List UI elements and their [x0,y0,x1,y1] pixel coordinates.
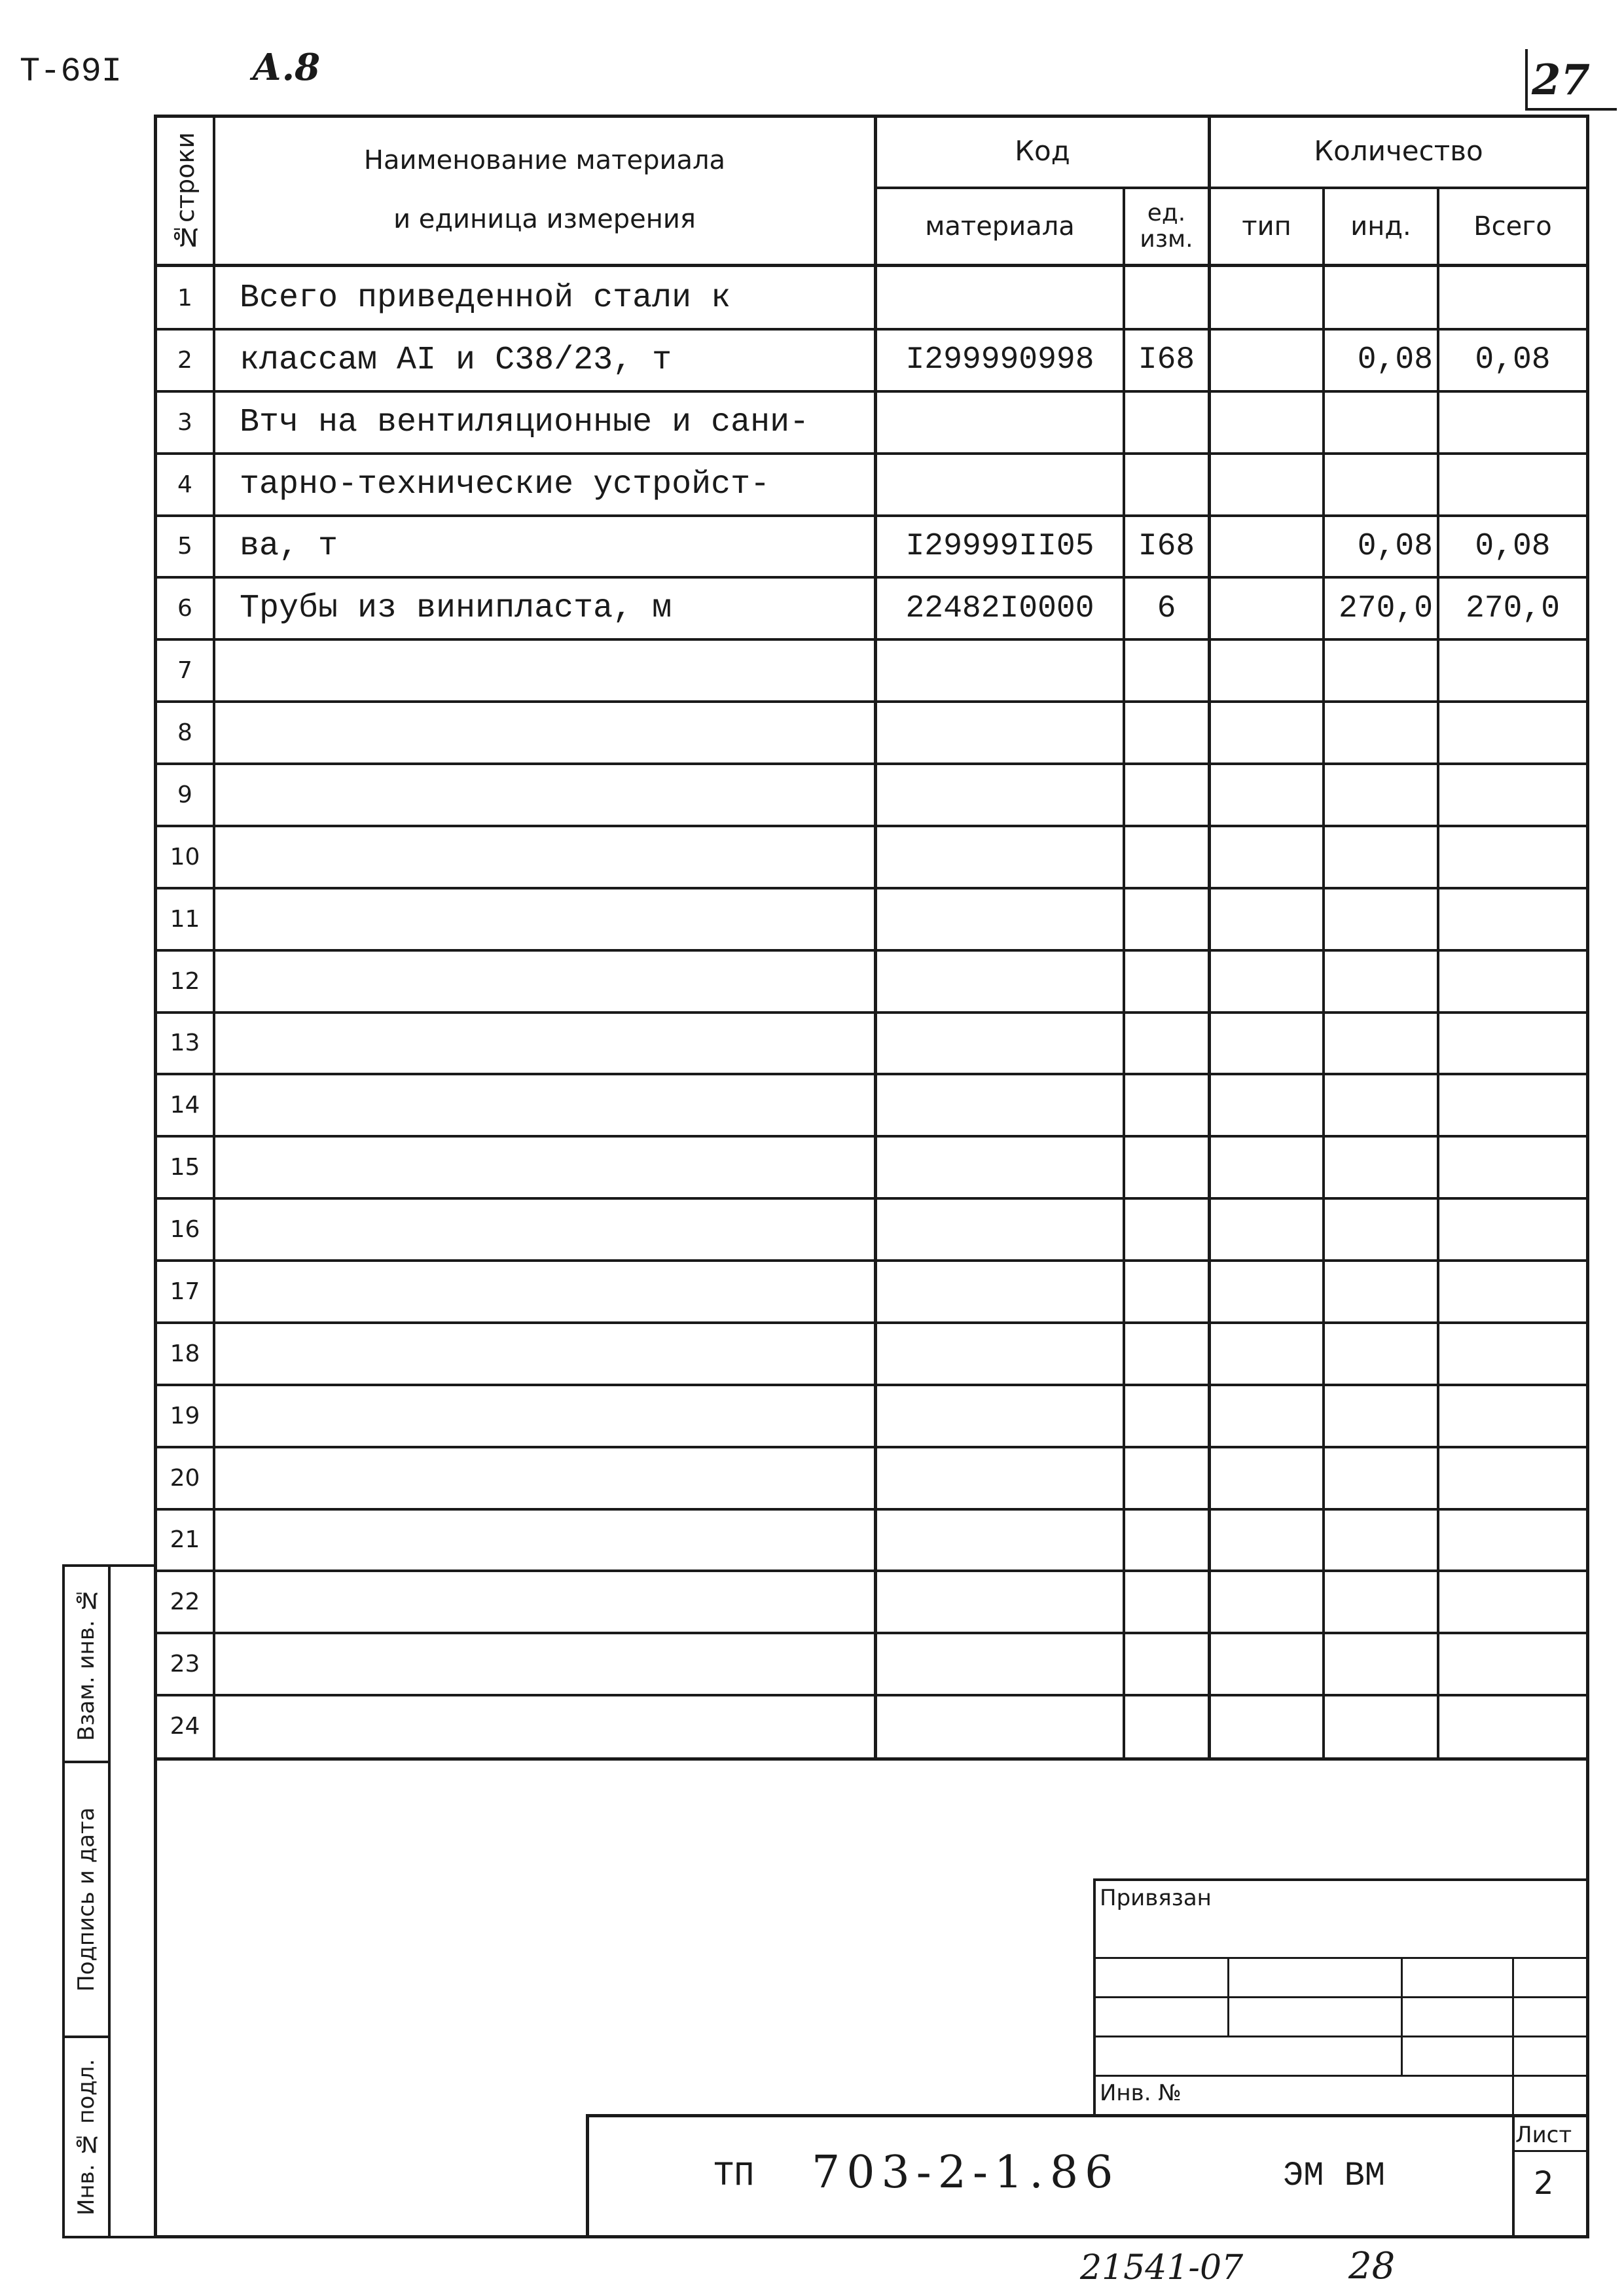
row-number: 17 [170,1278,200,1305]
qty-total [1439,1571,1586,1633]
table-row [154,454,1589,516]
qty-type [1211,577,1322,639]
project-prefix: ТП [713,2157,755,2195]
archive-number: 21541-07 [1080,2248,1244,2287]
unit-code: 6 [1157,590,1176,626]
table-row [154,1509,1589,1571]
material-name [236,1571,874,1633]
qty-ind [1325,1074,1437,1136]
qty-ind [1325,1385,1437,1447]
qty-type [1211,1509,1322,1571]
qty-ind [1325,1633,1437,1695]
list-value: 2 [1534,2165,1554,2202]
row-number: 8 [177,719,192,747]
col-name-header [215,128,874,252]
qty-ind [1325,764,1437,826]
material-code [877,888,1123,950]
material-code [877,454,1123,516]
series-code: Т-69I [20,52,122,91]
qty-ind [1325,639,1437,702]
material-code [877,1571,1123,1633]
qty-type [1211,1695,1322,1757]
table-row [154,1385,1589,1447]
qty-ind: 0,08 [1357,342,1433,378]
qty-total: 0,08 [1475,528,1551,564]
materials-table [154,115,1589,1761]
qty-total [1439,1385,1586,1447]
material-code [877,267,1123,329]
qty-total [1439,764,1586,826]
qty-total [1439,267,1586,329]
qty-total [1439,1198,1586,1261]
table-row [154,826,1589,888]
qty-ind: 270,0 [1338,590,1433,626]
qty-type [1211,1074,1322,1136]
qty-ind [1325,888,1437,950]
table-row [154,1198,1589,1261]
qty-ind [1325,454,1437,516]
unit-code [1125,1695,1208,1757]
row-number: 11 [170,905,200,933]
material-name [236,1509,874,1571]
list-label: Лист [1515,2122,1572,2148]
unit-code [1125,391,1208,454]
material-name [236,1013,874,1075]
row-number: 20 [170,1464,200,1492]
qty-type [1211,639,1322,702]
material-name [236,1447,874,1509]
qty-type [1211,329,1322,391]
material-name [236,1323,874,1385]
unit-code [1125,639,1208,702]
qty-type [1211,1013,1322,1075]
qty-ind [1325,702,1437,764]
material-code [877,950,1123,1013]
unit-code [1125,888,1208,950]
material-name [236,950,874,1013]
qty-total [1439,1695,1586,1757]
qty-type [1211,1385,1322,1447]
material-code [877,1198,1123,1261]
table-row [154,1571,1589,1633]
row-number: 3 [177,408,192,436]
project-code: 703-2-1.86 [812,2147,1120,2198]
material-code [877,1509,1123,1571]
qty-total [1439,1447,1586,1509]
qty-total [1439,1323,1586,1385]
material-code [877,1633,1123,1695]
qty-ind [1325,1509,1437,1571]
col-qty-total-header: Всего [1473,211,1552,242]
table-row [154,950,1589,1013]
qty-total: 0,08 [1475,342,1551,378]
qty-ind [1325,1447,1437,1509]
material-code [877,1261,1123,1323]
qty-type [1211,764,1322,826]
unit-code [1125,764,1208,826]
unit-code [1125,267,1208,329]
qty-ind [1325,1323,1437,1385]
qty-total [1439,1013,1586,1075]
unit-code [1125,1198,1208,1261]
unit-code [1125,1261,1208,1323]
table-row [154,1013,1589,1075]
qty-type [1211,1633,1322,1695]
col-code-material-header: материала [925,211,1075,242]
sheet-number: 28 [1348,2245,1396,2287]
row-number: 18 [170,1340,200,1367]
unit-code [1125,1447,1208,1509]
qty-ind [1325,1695,1437,1757]
qty-ind: 0,08 [1357,528,1433,564]
material-name: Трубы из винипласта, м [240,590,672,628]
unit-code [1125,1571,1208,1633]
row-number: 14 [170,1092,200,1119]
row-number: 4 [177,471,192,498]
material-code [877,764,1123,826]
row-number: 9 [177,781,192,808]
title-block [586,1878,1589,2238]
material-name: Всего приведенной стали к [240,279,731,317]
material-name [236,1136,874,1198]
qty-total: 270,0 [1465,590,1561,626]
qty-type [1211,454,1322,516]
unit-code [1125,1074,1208,1136]
unit-code: I68 [1138,342,1195,378]
qty-ind [1325,267,1437,329]
material-code: 22482I0000 [905,590,1094,626]
table-row [154,1136,1589,1198]
qty-type [1211,950,1322,1013]
inv-no-label: Инв. № [1100,2080,1182,2106]
table-row [154,267,1589,329]
col-row-no-header: №строки [171,132,200,251]
table-row [154,391,1589,454]
row-number: 23 [170,1651,200,1678]
material-name [236,702,874,764]
material-code: I299990998 [905,342,1094,378]
material-name [236,764,874,826]
qty-total [1439,1136,1586,1198]
table-row [154,1323,1589,1385]
table-row [154,1074,1589,1136]
material-code [877,826,1123,888]
row-number: 24 [170,1713,200,1740]
col-code-group-header: Код [1015,134,1070,167]
material-code [877,1074,1123,1136]
table-row [154,329,1589,391]
unit-code: I68 [1138,528,1195,564]
qty-ind [1325,1261,1437,1323]
qty-type [1211,1136,1322,1198]
qty-type [1211,391,1322,454]
qty-ind [1325,391,1437,454]
material-code [877,702,1123,764]
qty-type [1211,516,1322,578]
material-name [236,1633,874,1695]
table-row [154,888,1589,950]
page-number-mark [1525,49,1528,108]
material-name [236,1261,874,1323]
qty-ind [1325,950,1437,1013]
material-name: тарно-технические устройст- [240,465,770,503]
unit-code [1125,1136,1208,1198]
table-row [154,1261,1589,1323]
material-name [236,826,874,888]
qty-total [1439,1509,1586,1571]
row-number: 13 [170,1030,200,1057]
section-code: ЭМ ВМ [1283,2157,1386,2195]
stamp-podpis-label: Подпись и дата [73,1807,99,1992]
stamp-vzam-label: Взам. инв. № [73,1587,99,1741]
col-name-header-line2: и единица измерения [393,204,696,234]
privyazan-label: Привязан [1100,1885,1212,1911]
qty-total [1439,1633,1586,1695]
qty-total [1439,1261,1586,1323]
material-code [877,1695,1123,1757]
material-code [877,1385,1123,1447]
qty-ind [1325,1571,1437,1633]
material-code [877,391,1123,454]
row-number: 6 [177,595,192,622]
row-number: 19 [170,1402,200,1429]
material-code: I29999II05 [905,528,1094,564]
row-number: 15 [170,1154,200,1181]
unit-code [1125,1633,1208,1695]
page-number: 27 [1532,56,1591,105]
qty-type [1211,1261,1322,1323]
row-number: 10 [170,843,200,870]
col-qty-type-header: тип [1242,211,1291,242]
material-code [877,1013,1123,1075]
material-name: классам АI и С38/23, т [240,341,672,379]
table-row [154,577,1589,639]
qty-type [1211,826,1322,888]
qty-total [1439,1074,1586,1136]
unit-code [1125,454,1208,516]
qty-type [1211,1198,1322,1261]
unit-code [1125,950,1208,1013]
table-row [154,1633,1589,1695]
qty-ind [1325,1013,1437,1075]
unit-code [1125,826,1208,888]
material-name [236,1385,874,1447]
qty-total [1439,639,1586,702]
material-name [236,888,874,950]
qty-total [1439,454,1586,516]
qty-type [1211,1571,1322,1633]
table-row [154,1695,1589,1757]
qty-type [1211,702,1322,764]
col-name-header-line1: Наименование материала [363,145,726,175]
material-name [236,1074,874,1136]
table-row [154,702,1589,764]
table-row [154,516,1589,578]
qty-total [1439,391,1586,454]
qty-ind [1325,1198,1437,1261]
row-number: 12 [170,967,200,995]
qty-type [1211,1323,1322,1385]
table-row [154,1447,1589,1509]
material-name: ва, т [240,528,338,565]
col-qty-group-header: Количество [1314,134,1483,167]
qty-total [1439,826,1586,888]
qty-total [1439,888,1586,950]
unit-code [1125,1323,1208,1385]
unit-code [1125,702,1208,764]
stamp-inv-podl-label: Инв. № подл. [73,2058,99,2215]
table-row [154,639,1589,702]
material-code [877,1323,1123,1385]
material-name [236,1198,874,1261]
qty-type [1211,267,1322,329]
qty-ind [1325,1136,1437,1198]
mark-label: А.8 [252,46,321,89]
row-number: 22 [170,1588,200,1616]
page-number-underline [1525,108,1617,111]
material-code [877,1447,1123,1509]
material-code [877,639,1123,702]
unit-code [1125,1013,1208,1075]
col-qty-ind-header: инд. [1350,211,1411,242]
row-number: 21 [170,1526,200,1554]
row-number: 1 [177,284,192,312]
material-code [877,1136,1123,1198]
row-number: 5 [177,533,192,560]
qty-total [1439,950,1586,1013]
side-stamp [62,1564,154,2238]
unit-code [1125,1385,1208,1447]
qty-type [1211,888,1322,950]
qty-ind [1325,826,1437,888]
row-number: 7 [177,657,192,685]
material-name [236,1695,874,1757]
col-code-unit-header: ед. изм. [1140,200,1193,253]
unit-code [1125,1509,1208,1571]
row-number: 2 [177,346,192,374]
row-number: 16 [170,1216,200,1244]
qty-total [1439,702,1586,764]
table-row [154,764,1589,826]
material-name: Втч на вентиляционные и сани- [240,403,810,441]
qty-type [1211,1447,1322,1509]
material-name [236,639,874,702]
